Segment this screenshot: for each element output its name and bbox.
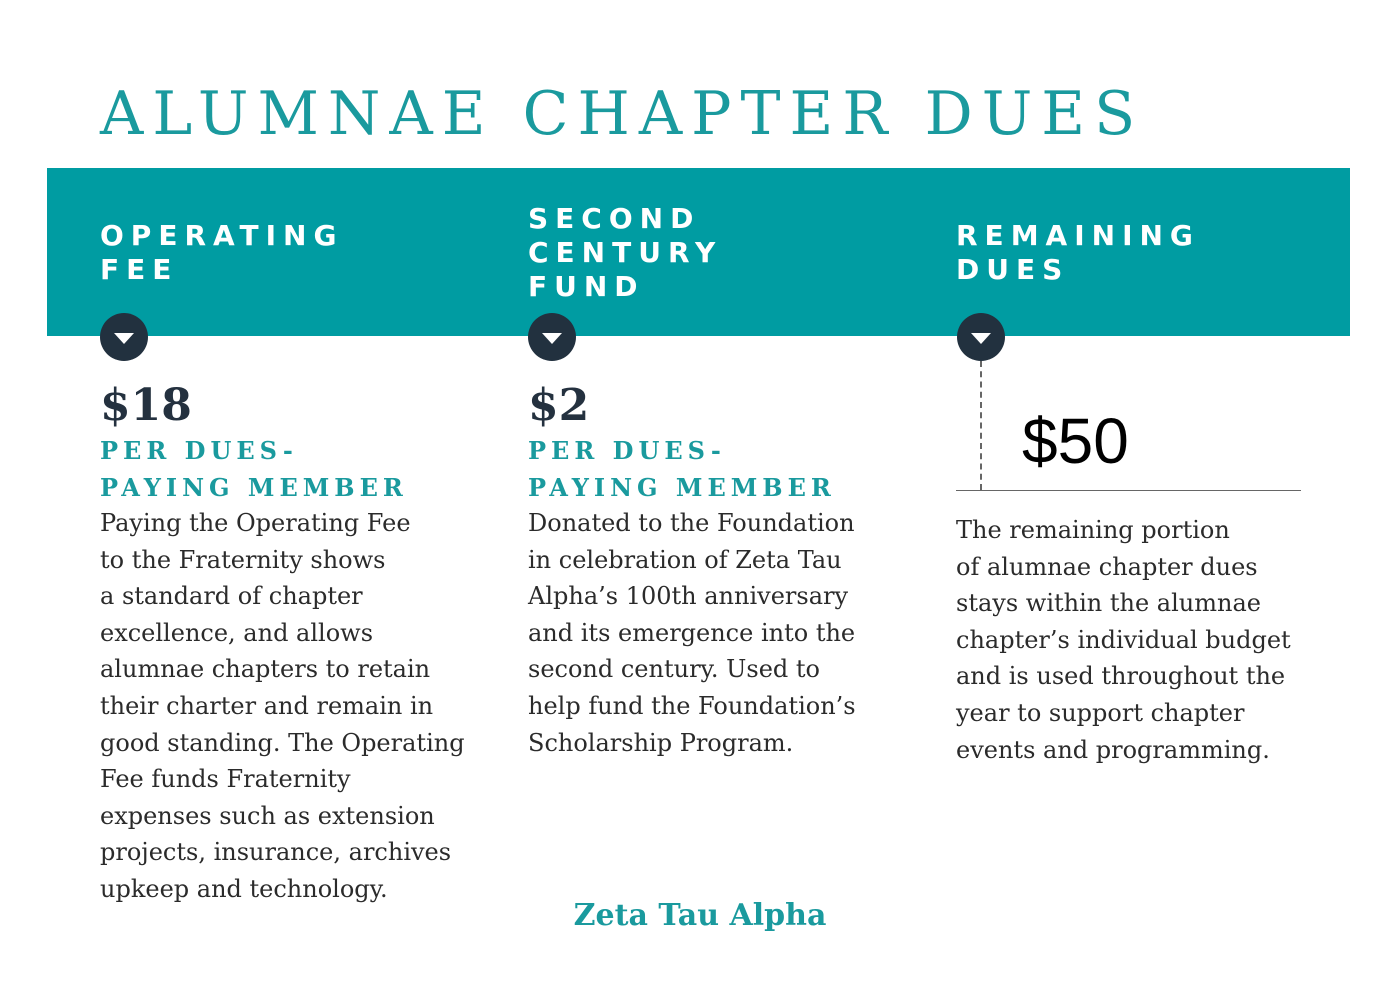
operating-fee-per-member: PER DUES- PAYING MEMBER — [100, 436, 408, 502]
operating-fee-description: Paying the Operating Fee to the Fraternity shows a standard of chapter excellence, and allows alumnae chapters to retain their charter and remain in good standing. The Operating Fee funds Fraternity expenses such as extension projects, insurance, archives upkeep and technology. — [100, 509, 465, 903]
remaining-dues-heading: REMAINING DUES — [956, 219, 1200, 286]
amount-underline — [956, 490, 1301, 491]
chevron-down-icon — [957, 313, 1005, 361]
second-century-fund-heading: SECOND CENTURY FUND — [528, 202, 723, 303]
second-century-fund-description: Donated to the Foundation in celebration of Zeta Tau Alpha’s 100th anniversary and its emergence into the second century. Used to help fund the Foundation’s Scholarship Program. — [528, 509, 856, 757]
dashed-divider — [980, 361, 982, 490]
chevron-down-icon — [528, 313, 576, 361]
second-century-fund-per-member: PER DUES- PAYING MEMBER — [528, 436, 836, 502]
page-title: ALUMNAE CHAPTER DUES — [100, 79, 1145, 149]
footer-brand: Zeta Tau Alpha — [573, 898, 827, 933]
remaining-dues-amount: $50 — [1022, 405, 1129, 477]
second-century-fund-amount: $2 — [528, 380, 590, 431]
operating-fee-amount: $18 — [100, 380, 192, 431]
chevron-down-icon — [100, 313, 148, 361]
operating-fee-heading: OPERATING FEE — [100, 219, 344, 286]
remaining-dues-description: The remaining portion of alumnae chapter dues stays within the alumnae chapter’s individual budget and is used throughout the year to support chapter events and programming. — [956, 516, 1291, 764]
